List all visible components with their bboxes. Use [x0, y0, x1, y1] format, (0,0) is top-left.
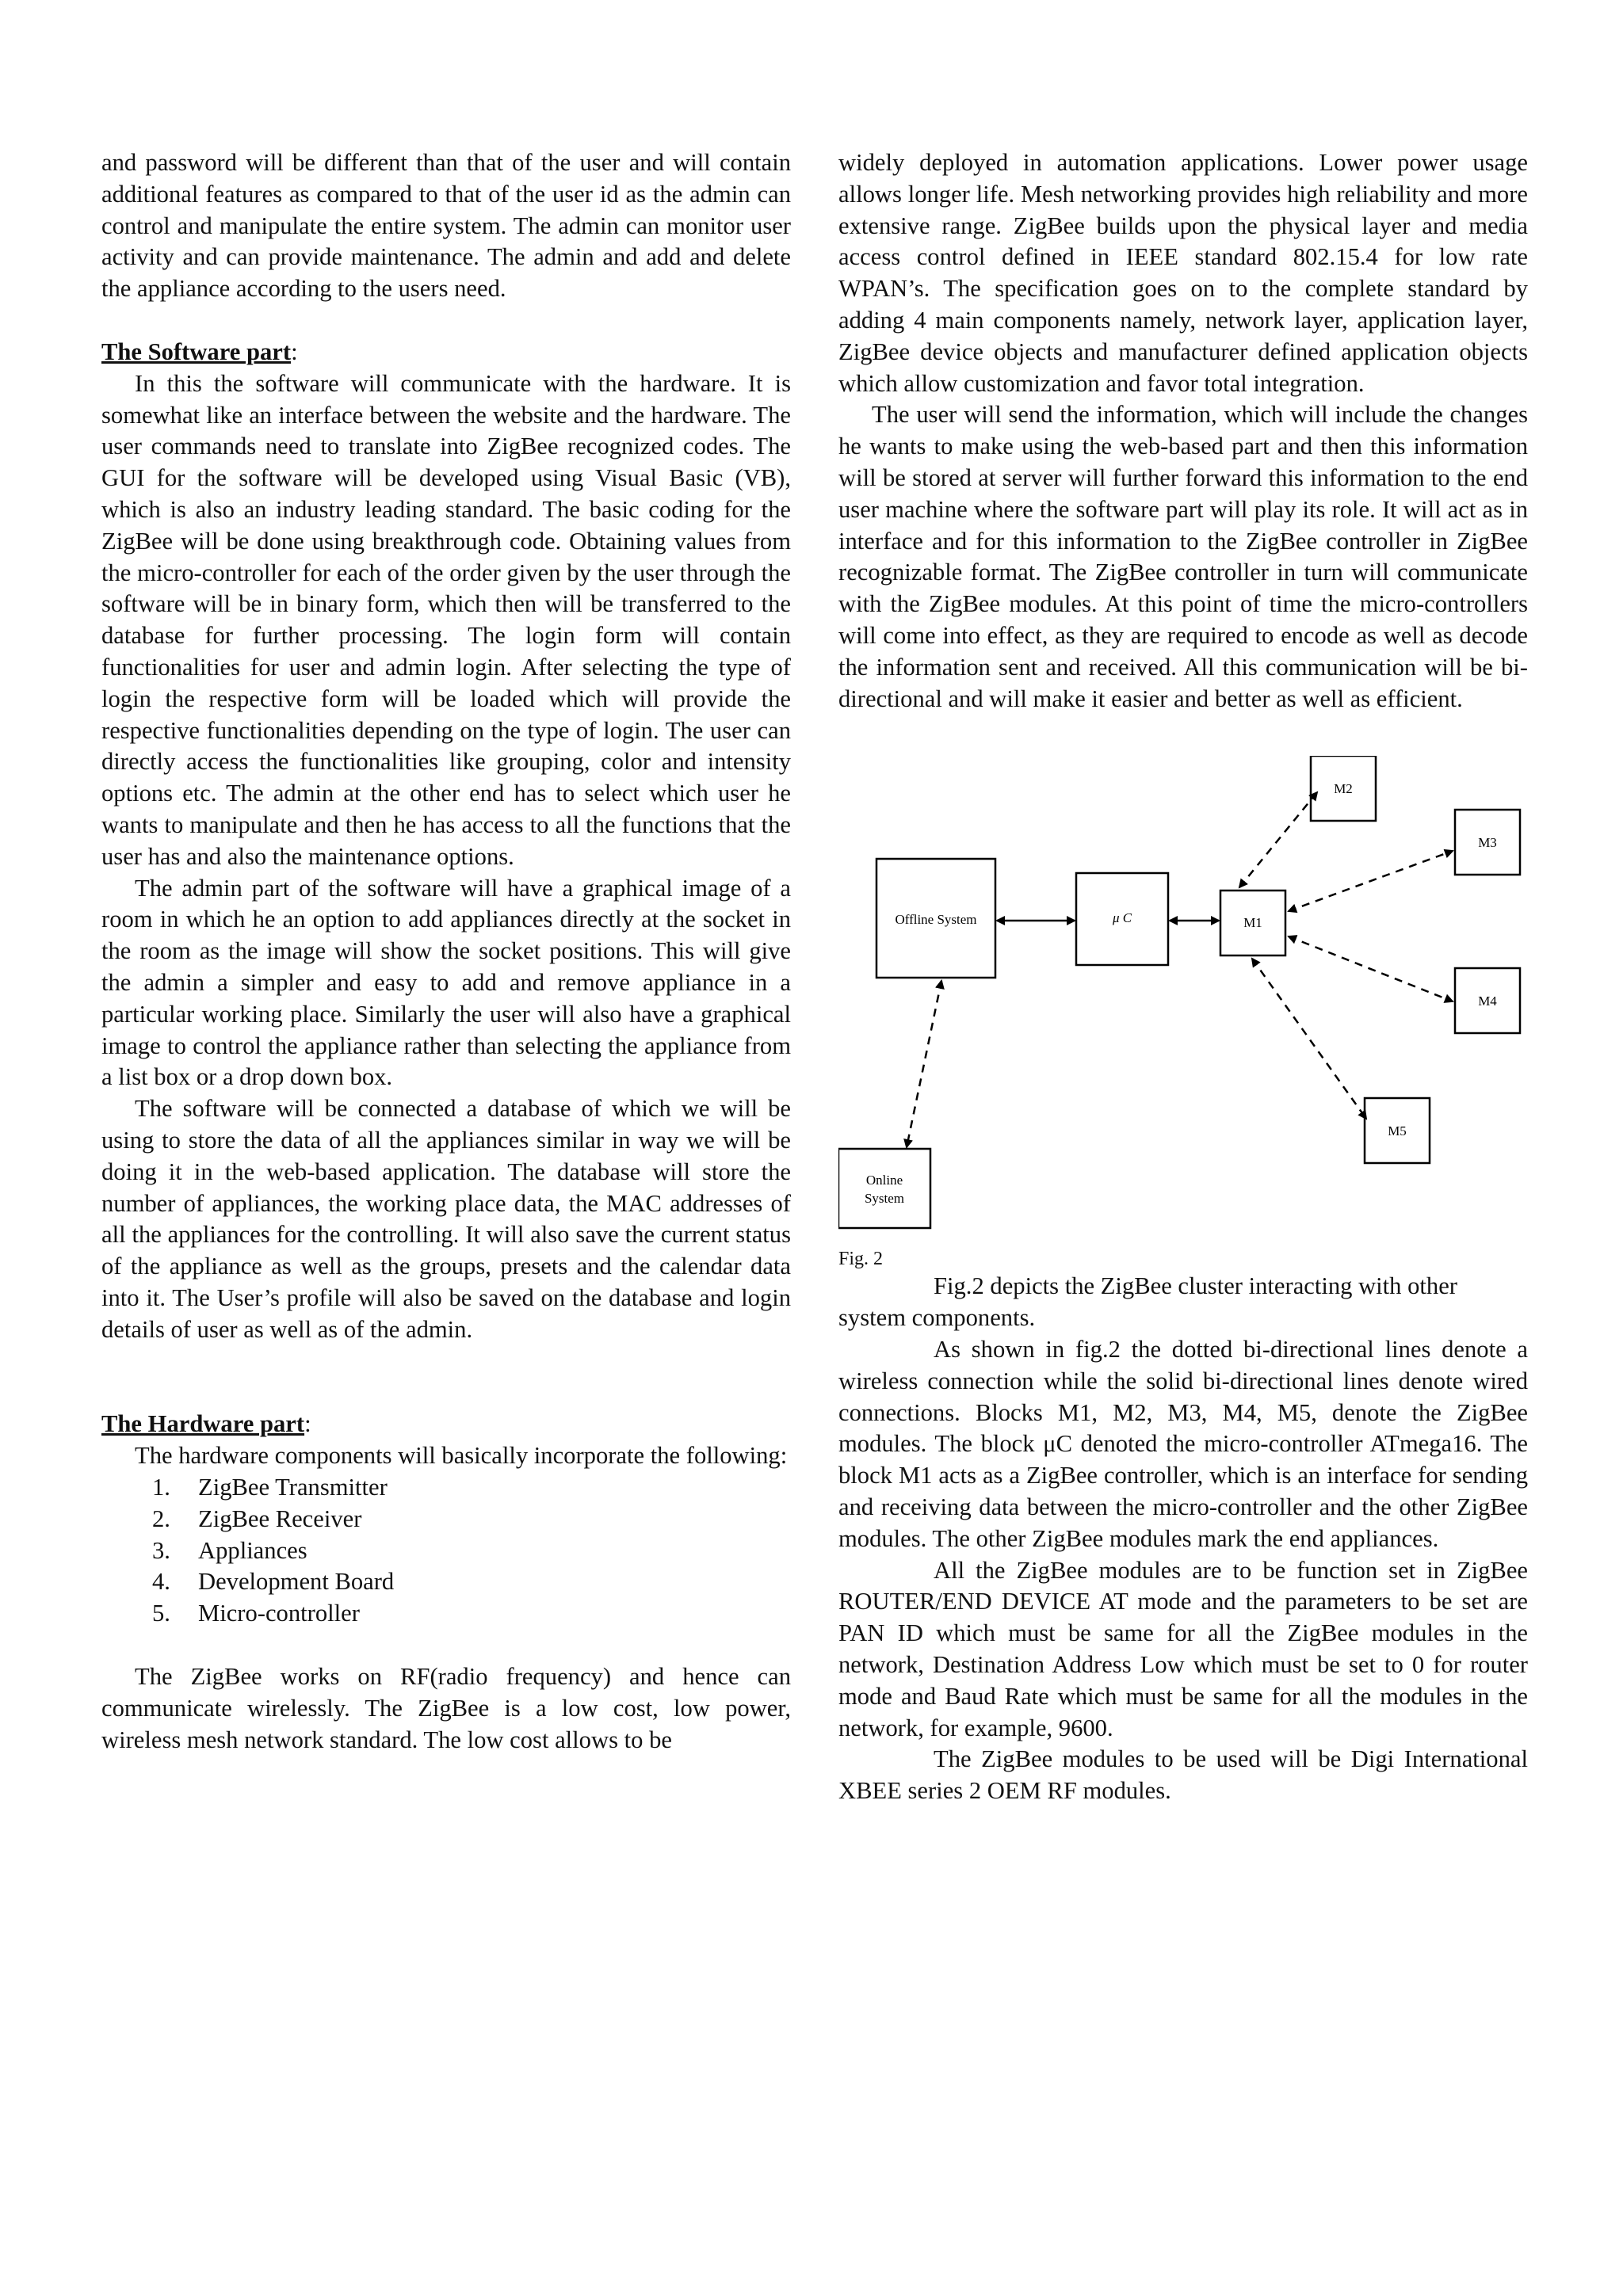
hardware-list	[101, 1472, 791, 1630]
hardware-intro: The hardware components will basically incorporate the following:	[135, 1442, 788, 1470]
software-paragraph-3: The software will be connected a database of which we will be using to store the data of all the appliances similar in way we will be doing it in the web-based application. The database will store the number of appliances, the working place data, the MAC addresses of all the appliances for the controlling. It will also save the current status of the appliance as well as the groups, presets and the calendar data into it. The User’s profile will also be saved on the database and login details of user as well as of the admin.	[101, 1095, 791, 1343]
wireless-link-m1-m5	[1252, 959, 1366, 1119]
list-item-text: Appliances	[198, 1536, 307, 1564]
online-system-block	[838, 1149, 930, 1228]
list-item	[101, 1535, 791, 1567]
hardware-heading: The Hardware part	[101, 1410, 305, 1438]
right-column	[838, 147, 1528, 1807]
zigbee-paragraph: The ZigBee works on RF(radio frequency) and hence can communicate wirelessly. The ZigBee is a low cost, low power, wireless mesh network standard. The low cost allows to be	[101, 1663, 791, 1753]
microcontroller-label: μ C	[1112, 910, 1132, 926]
list-item-number: 5.	[152, 1600, 170, 1627]
hardware-heading-colon: :	[304, 1410, 311, 1438]
m5-label: M5	[1388, 1123, 1407, 1139]
list-item	[101, 1566, 791, 1598]
list-item-text: Development Board	[198, 1568, 395, 1596]
wireless-link-m1-m3	[1289, 851, 1453, 911]
list-item	[101, 1598, 791, 1630]
wireless-link-offline-online	[907, 981, 941, 1147]
list-item-number: 2.	[152, 1505, 170, 1532]
m2-label: M2	[1334, 781, 1353, 797]
hardware-heading-line	[101, 1409, 791, 1440]
software-heading: The Software part	[101, 338, 292, 365]
zigbee-cluster-diagram	[838, 756, 1544, 1247]
right-paragraph-3: Fig.2 depicts the ZigBee cluster interacting with other system components.	[838, 1272, 1457, 1332]
right-paragraph-5: All the ZigBee modules are to be function set in ZigBee ROUTER/END DEVICE AT mode and the parameters to be set are PAN ID which must be same for all the ZigBee modules in the network, Destination Address Low which must be set to 0 for router mode and Baud Rate which must be same for all the modules in the network, for example, 9600.	[838, 1556, 1528, 1741]
wireless-link-m1-m4	[1289, 936, 1453, 1001]
list-item-text: ZigBee Receiver	[198, 1505, 362, 1532]
list-item-text: Micro-controller	[198, 1600, 360, 1627]
list-item	[101, 1472, 791, 1504]
m1-label: M1	[1243, 915, 1262, 931]
software-paragraph-1: In this the software will communicate with the hardware. It is somewhat like an interface between the website and the hardware. The user commands need to translate into ZigBee recognized codes. The GUI for the software will be developed using Visual Basic (VB), which is also an industry leading standard. The basic coding for the ZigBee will be done using breakthrough code. Obtaining values from the micro-controller for each of the order given by the user through the software will be in binary form, which then will be transferred to the database for further processing. The login form will contain functionalities for user and admin login. After selecting the type of login the respective form will be loaded which will provide the respective functionalities depending on the type of login. The user can directly access the functionalities like grouping, color and intensity options etc. The admin at the other end has to select which user he wants to manipulate and then he has access to all the functions that the user has and also the maintenance options.	[101, 369, 791, 870]
software-heading-colon: :	[291, 338, 298, 365]
online-system-label-line1: Online	[865, 1173, 903, 1188]
right-paragraph-2: The user will send the information, which will include the changes he wants to make using the web-based part and then this information will be stored at server will further forward this information to the end user machine where the software part will play its role. It will act as in interface and for this information to the ZigBee controller in ZigBee recognizable format. The ZigBee controller in turn will communicate with the ZigBee modules. At this point of time the micro-controllers will come into effect, as they are required to encode as well as decode the information sent and received. All this communication will be bi-directional and will make it easier and better as well as efficient.	[838, 401, 1528, 712]
m3-label: M3	[1478, 835, 1497, 851]
right-paragraph-1: widely deployed in automation applications. Lower power usage allows longer life. Mesh networking provides high reliability and more extensive range. ZigBee builds upon the physical layer and media access control defined in IEEE standard 802.15.4 for low rate WPAN’s. The specification goes on to the complete standard by adding 4 main components namely, network layer, application layer, ZigBee device objects and manufacturer defined application objects which allow customization and favor total integration.	[838, 149, 1528, 397]
intro-paragraph: and password will be different than that of the user and will contain additional features as compared to that of the user id as the admin can control and manipulate the entire system. The admin can monitor user activity and can provide maintenance. The admin and add and delete the appliance according to the users need.	[101, 149, 791, 303]
list-item	[101, 1504, 791, 1535]
list-item-number: 4.	[152, 1568, 170, 1596]
figure-caption: Fig. 2	[838, 1249, 884, 1270]
software-paragraph-2: The admin part of the software will have a graphical image of a room in which he an option to add appliances directly at the socket in the room as the image will show the socket positions. This will give the admin a simpler and easy to add and remove appliance in a particular working place. Similarly the user will also have a graphical image to control the appliance rather than selecting the appliance from a list box or a drop down box.	[101, 874, 791, 1091]
wireless-link-m1-m2	[1239, 792, 1317, 887]
figure-2	[838, 756, 1544, 1247]
m4-label: M4	[1478, 994, 1497, 1009]
right-paragraph-6: The ZigBee modules to be used will be Digi International XBEE series 2 OEM RF modules.	[838, 1745, 1528, 1805]
software-heading-line	[101, 337, 791, 368]
list-item-number: 3.	[152, 1536, 170, 1564]
right-paragraph-4: As shown in fig.2 the dotted bi-directional lines denote a wireless connection while the solid bi-directional lines denote wired connections. Blocks M1, M2, M3, M4, M5, denote the ZigBee modules. The block μC denoted the micro-controller ATmega16. The block M1 acts as a ZigBee controller, which is an interface for sending and receiving data between the micro-controller and the other ZigBee modules. The other ZigBee modules mark the end appliances.	[838, 1335, 1528, 1552]
list-item-text: ZigBee Transmitter	[198, 1474, 388, 1501]
list-item-number: 1.	[152, 1474, 170, 1501]
offline-system-label: Offline System	[895, 912, 977, 928]
online-system-label-line2: System	[864, 1191, 905, 1207]
left-column	[101, 147, 791, 1756]
